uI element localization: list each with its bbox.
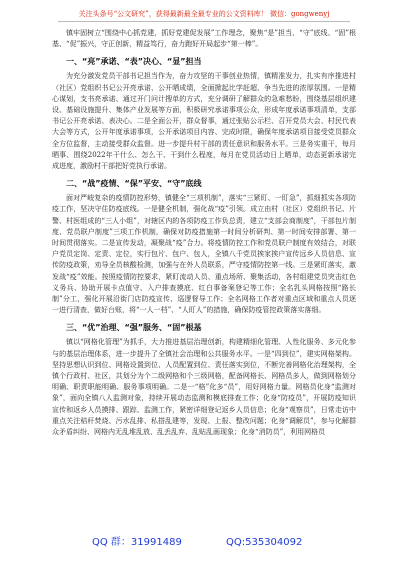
banner-divider [58, 21, 350, 22]
section-3-heading: 三、“优”治理、“强”服务、“固”根基 [66, 323, 202, 333]
qq-group-number: QQ 群：31991489 [92, 537, 182, 548]
section-1-heading: 一、“亮”承诺、“表”决心、“显”担当 [66, 57, 202, 67]
section-1-paragraph: 为充分激发党员干部书记担当作为，奋力攻坚的干事创业热情，镇精准发力，扎实有序推进村（社区）党组织书记公开亮承诺、公开晒成绩，全面掀起比学赶超、争当先进的浓厚氛围。一是精心谋划，支书亮承诺、通过开门问计搜单的方式，充分调研了解群众的急难愁盼，围绕基层组织建设、基础设施提升、集体产业发展等方面，积极研究承诺事项公众，形成年度承诺事项清单，支部书记公开亮承诺、表决心。二是全面公开，群众督事，通过张贴公示栏、召开党员大会、村民代表大会等方式，公开年度承诺事项，公开承诺项目内容、完成时限，确保年度承诺项目接受党员群众全方位监督，主动接受群众监督。进一步提升村干部的责任意识和服务水平。三是务实重干，每月晒事、围绕2022年干什么、怎么干、干到什么程度，每月在党员活动日上晒单，动态更新承诺完成进度，激励村干部把好党执行承诺。 [52, 72, 356, 171]
section-3-paragraph: 镇以“网格化管理”为抓手，大力推进基层治理创新，构建精细化管理、人性化服务、多元化参与的基层治理体系，进一步提升了全镇社会治理和公共服务水平。一是“四到位”，建实网格架构。坚持思想认识到位、网格设置到位、人员配置到位、责任落实到位，不断完善网格化治理架构，全镇个行政村、社区，共划分为个二级网格和个三级网格，配备网格长、网格员多人，做到网格划分明确、职责职能明确、服务事项明确。二是一“格”化多“员”，用好网格力量。网格员化身“监测对象”，面向全镇八人监测对象，持续开展动态监测和模底排查工作；化身“防疫员”，开展防疫知识宣传和返乡人员摸排、跟踪、监测工作，紧密详细登记返乡人员信息；化身“观察员”，日常走访中重点关注秸秆焚烧、污水乱排、私搭乱建等，发现、上报、整改问题；化身“调解员”，参与化解群众矛盾纠纷、网格内无乱堆乱放、乱丢乱弃、乱贴乱画现象；化身“消防员”，利用网格员 [52, 338, 356, 437]
promo-banner: 关注头条号“公文研究”，获得最新最全最专业的公文资料库！ 微信：gongwenyj [78, 10, 330, 18]
qq-contact-number: QQ:535304092 [226, 537, 303, 548]
contact-footer [52, 536, 356, 556]
intro-paragraph: 镇牢固树立“围绕中心抓党建，抓好党建促发展”工作理念，聚焦“是”担当、“守”底线、“固”根基、“促”振兴，守正创新，精益笃行，奋力跑好开局起步“第一棒”。 [52, 29, 356, 49]
section-2-heading: 二、“战”疫情、“保”平安、“守”底线 [66, 179, 202, 189]
article-body [52, 28, 356, 438]
section-2-paragraph: 面对严峻复杂的疫情防控形势，镇健全“三项机制”，落实“三紧盯、一盯急”，抓细抓实各项防疫工作，坚决守住防疫底线。一是健全机制，强化战“疫”引领。成立由村（社区）党组织书记、片警、村医组成的“三人小组”，对辖区内的各项防疫工作负总责，建立“支部会商制度”，干部包片制度、党员联户制度”三项工作机制，确保对防疫措施第一时间分析研判、第一时间安排部署、第一时间贯彻落实。二是宣传发动，凝聚战“疫”合力。将疫情防控工作和党员联户制度有效结合，对联户党员定岗、定责、定位，实行包片、包户、包人，全镇八千党员挨家挨户宣传远乡人员信息、宣传防疫政策，劝导全员核酸检测，加强与在外人员联系，严守疫情防控第一线。三是紧盯落实，激发战“疫”效能。按照疫情防控要求，紧盯流动人员、重点场所、聚集活动，各村组建党员突击红色义务兵、协助开展卡点值守、入户排查摸底、红白事备案登记等工作；全名乳头网格按照“路长制”分工，强化开展沿街门店防疫宣传、巡逻督导工作；全名网格工作者对重点区域和重点人员逐一进行清查，做好台账，将“一人一档”、“人盯人”的措施，确保防疫管控政策落实落细。 [52, 194, 356, 315]
